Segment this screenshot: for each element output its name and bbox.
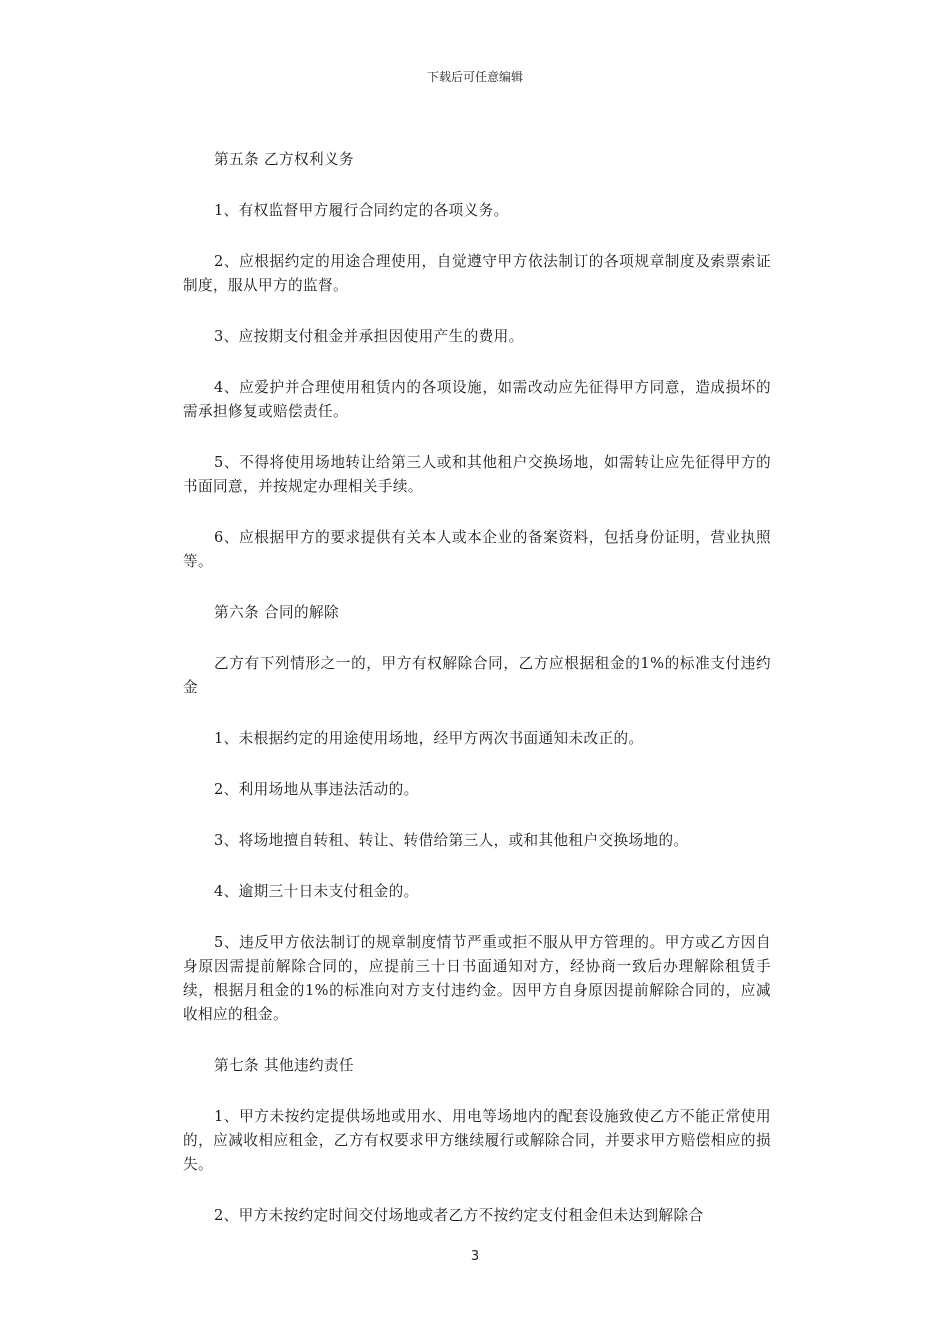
paragraph: 5、不得将使用场地转让给第三人或和其他租户交换场地，如需转让应先征得甲方的书面同意，并按规定办理相关手续。 — [183, 454, 771, 495]
paragraph: 6、应根据甲方的要求提供有关本人或本企业的备案资料，包括身份证明，营业执照等。 — [183, 529, 771, 570]
section-heading-7: 第七条 其他违约责任 — [214, 1057, 354, 1074]
paragraph: 2、应根据约定的用途合理使用，自觉遵守甲方依法制订的各项规章制度及索票索证制度，服从甲方的监督。 — [183, 253, 771, 294]
paragraph: 1、甲方未按约定提供场地或用水、用电等场地内的配套设施致使乙方不能正常使用的，应减收相应租金，乙方有权要求甲方继续履行或解除合同，并要求甲方赔偿相应的损失。 — [183, 1108, 771, 1173]
section-heading-5: 第五条 乙方权利义务 — [214, 151, 354, 168]
paragraph: 1、未根据约定的用途使用场地，经甲方两次书面通知未改正的。 — [214, 730, 644, 747]
paragraph: 3、将场地擅自转租、转让、转借给第三人，或和其他租户交换场地的。 — [214, 832, 689, 849]
paragraph: 4、逾期三十日未支付租金的。 — [214, 883, 419, 900]
paragraph: 4、应爱护并合理使用租赁内的各项设施，如需改动应先征得甲方同意，造成损坏的需承担修复或赔偿责任。 — [183, 379, 771, 420]
paragraph: 2、利用场地从事违法活动的。 — [214, 781, 419, 798]
paragraph: 3、应按期支付租金并承担因使用产生的费用。 — [214, 328, 524, 345]
paragraph: 乙方有下列情形之一的，甲方有权解除合同，乙方应根据租金的1%的标准支付违约金 — [183, 655, 771, 696]
page-header: 下载后可任意编辑 — [426, 70, 523, 84]
document-body — [183, 148, 771, 1255]
paragraph: 1、有权监督甲方履行合同约定的各项义务。 — [214, 202, 509, 219]
page-number: 3 — [470, 1249, 480, 1264]
paragraph: 2、甲方未按约定时间交付场地或者乙方不按约定支付租金但未达到解除合 — [214, 1207, 704, 1224]
paragraph: 5、违反甲方依法制订的规章制度情节严重或拒不服从甲方管理的。甲方或乙方因自身原因需提前解除合同的，应提前三十日书面通知对方，经协商一致后办理解除租赁手续，根据月租金的1%的标准向对方支付违约金。因甲方自身原因提前解除合同的，应减收相应的租金。 — [183, 934, 771, 1023]
section-heading-6: 第六条 合同的解除 — [214, 604, 339, 621]
